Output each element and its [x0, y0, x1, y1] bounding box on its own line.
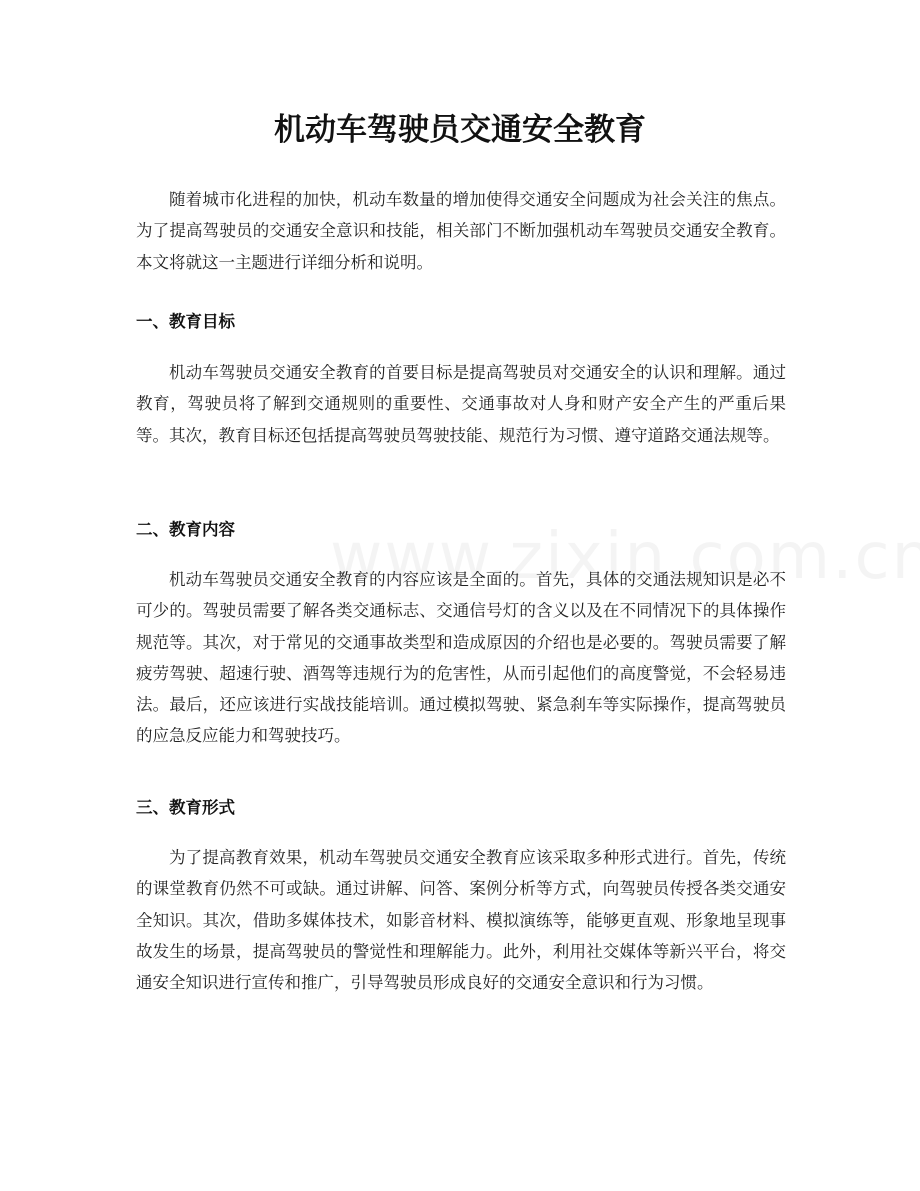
document-title: 机动车驾驶员交通安全教育 — [274, 112, 646, 148]
section-heading-content: 二、教育内容 — [136, 520, 235, 539]
section-heading-goals: 一、教育目标 — [136, 312, 235, 331]
section-body-forms: 为了提高教育效果，机动车驾驶员交通安全教育应该采取多种形式进行。首先，传统的课堂教育仍然不可或缺。通过讲解、问答、案例分析等方式，向驾驶员传授各类交通安全知识。其次，借助多媒体技术，如影音材料、模拟演练等，能够更直观、形象地呈现事故发生的场景，提高驾驶员的警觉性和理解能力。此外，利用社交媒体等新兴平台，将交通安全知识进行宣传和推广，引导驾驶员形成良好的交通安全意识和行为习惯。 — [136, 848, 786, 993]
section-body-content: 机动车驾驶员交通安全教育的内容应该是全面的。首先，具体的交通法规知识是必不可少的。驾驶员需要了解各类交通标志、交通信号灯的含义以及在不同情况下的具体操作规范等。其次，对于常见的交通事故类型和造成原因的介绍也是必要的。驾驶员需要了解疲劳驾驶、超速行驶、酒驾等违规行为的危害性，从而引起他们的高度警觉，不会轻易违法。最后，还应该进行实战技能培训。通过模拟驾驶、紧急刹车等实际操作，提高驾驶员的应急反应能力和驾驶技巧。 — [136, 570, 786, 746]
section-heading-forms: 三、教育形式 — [136, 798, 235, 817]
intro-paragraph: 随着城市化进程的加快，机动车数量的增加使得交通安全问题成为社会关注的焦点。为了提高驾驶员的交通安全意识和技能，相关部门不断加强机动车驾驶员交通安全教育。本文将就这一主题进行详细分析和说明。 — [136, 190, 786, 272]
section-body-goals: 机动车驾驶员交通安全教育的首要目标是提高驾驶员对交通安全的认识和理解。通过教育，驾驶员将了解到交通规则的重要性、交通事故对人身和财产安全产生的严重后果等。其次，教育目标还包括提高驾驶员驾驶技能、规范行为习惯、遵守道路交通法规等。 — [136, 363, 786, 445]
